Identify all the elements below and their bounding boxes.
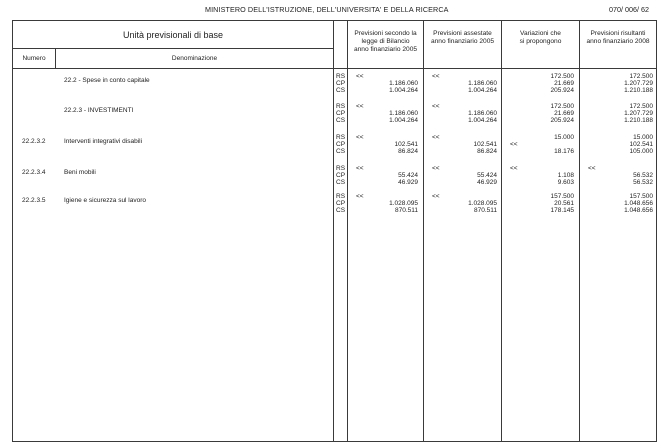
row-denominazione: 22.2 - Spese in conto capitale	[64, 77, 150, 84]
cell-variazioni: 18.176	[554, 148, 574, 156]
left-border	[12, 20, 13, 442]
row-denominazione: Igiene e sicurezza sul lavoro	[64, 197, 147, 204]
col-numero-header: Numero	[22, 55, 46, 62]
cell-assestate: 102.541	[473, 141, 497, 149]
col-prev-legge-header: Previsioni secondo la legge di Bilancio anno finanziario 2005	[353, 30, 418, 53]
cell-legge: 86.824	[398, 148, 418, 156]
title-underline	[12, 48, 334, 49]
row-tag: CS	[336, 87, 346, 95]
row-denominazione: 22.2.3 - INVESTIMENTI	[64, 107, 134, 114]
header-bottom-border	[12, 68, 657, 69]
row-numero: 22.2.3.2	[22, 138, 46, 145]
cell-legge: 1.186.060	[389, 80, 418, 88]
cell-legge: <<	[356, 73, 364, 80]
cell-risultanti: 56.532	[633, 172, 653, 180]
cell-legge: 1.186.060	[389, 110, 418, 118]
row-numero: 22.2.3.5	[22, 197, 46, 204]
cell-variazioni: 9.603	[557, 179, 574, 187]
col-prev-risultanti-header: Previsioni risultanti anno finanziario 2008	[586, 30, 650, 45]
col-denominazione-header: Denominazione	[171, 55, 218, 62]
cell-variazioni: 157.500	[550, 193, 574, 200]
col-variazioni-header: Variazioni che si propongono	[519, 30, 562, 45]
row-numero: 22.2.3.4	[22, 169, 46, 176]
page-code: 070/ 006/ 62	[609, 5, 649, 14]
row-tag: RS	[336, 134, 346, 141]
cell-assestate: 870.511	[473, 207, 497, 215]
cell-legge: <<	[356, 193, 364, 200]
cell-risultanti: <<	[588, 165, 596, 172]
cell-legge: 1.004.264	[389, 117, 418, 125]
cell-legge: <<	[356, 165, 364, 172]
row-tag: CP	[336, 110, 346, 118]
cell-assestate: 1.186.060	[468, 110, 497, 118]
row-tag: CP	[336, 200, 346, 208]
cell-assestate: 1.004.264	[468, 117, 497, 125]
cell-assestate: 1.186.060	[468, 80, 497, 88]
cell-risultanti: 56.532	[633, 179, 653, 187]
cell-variazioni: 21.669	[554, 110, 574, 118]
cell-assestate: <<	[432, 73, 440, 80]
row-tag: CP	[336, 172, 346, 180]
row-tag: CS	[336, 148, 346, 156]
cell-legge: 55.424	[398, 172, 418, 180]
row-denominazione: Interventi integrativi disabili	[64, 138, 143, 145]
cell-legge: 102.541	[394, 141, 418, 149]
cell-assestate: <<	[432, 103, 440, 110]
cell-risultanti: 1.210.188	[624, 117, 653, 125]
row-tag: CP	[336, 80, 346, 88]
right-border	[656, 20, 657, 442]
cell-risultanti: 1.207.729	[624, 110, 653, 118]
row-tag: RS	[336, 193, 346, 200]
cell-variazioni: 205.924	[550, 117, 574, 125]
cell-legge: 870.511	[394, 207, 418, 215]
cell-variazioni: 178.145	[550, 207, 574, 215]
cell-variazioni: <<	[510, 165, 518, 172]
cell-legge: 1.028.095	[389, 200, 418, 208]
row-tag: CS	[336, 117, 346, 125]
cell-assestate: 1.028.095	[468, 200, 497, 208]
cell-risultanti: 102.541	[629, 141, 653, 149]
cell-assestate: 86.824	[477, 148, 497, 156]
cell-risultanti: 172.500	[629, 103, 653, 110]
cell-legge: <<	[356, 103, 364, 110]
cell-legge: <<	[356, 134, 364, 141]
col-prev-assestate-header: Previsioni assestate anno finanziario 2005	[430, 30, 495, 45]
ministry-header: MINISTERO DELL'ISTRUZIONE, DELL'UNIVERSITA' E DELLA RICERCA	[205, 5, 449, 14]
row-denominazione: Beni mobili	[64, 169, 96, 176]
cell-risultanti: 15.000	[633, 134, 653, 141]
cell-risultanti: 1.048.656	[624, 207, 653, 215]
cell-risultanti: 157.500	[629, 193, 653, 200]
cell-risultanti: 1.048.656	[624, 200, 653, 208]
table-top-border	[12, 20, 657, 21]
main-divider	[333, 20, 334, 442]
row-tag: RS	[336, 103, 346, 110]
cell-variazioni: 172.500	[550, 103, 574, 110]
row-tag: CS	[336, 207, 346, 215]
row-tag: RS	[336, 165, 346, 172]
cell-legge: 1.004.264	[389, 87, 418, 95]
cell-assestate: <<	[432, 134, 440, 141]
cell-variazioni: 21.669	[554, 80, 574, 88]
cell-assestate: 1.004.264	[468, 87, 497, 95]
cell-variazioni: <<	[510, 141, 518, 149]
cell-assestate: 46.929	[477, 179, 497, 187]
cell-risultanti: 105.000	[629, 148, 653, 156]
cell-variazioni: 172.500	[550, 73, 574, 80]
cell-risultanti: 172.500	[629, 73, 653, 80]
cell-variazioni: 205.924	[550, 87, 574, 95]
row-tag: RS	[336, 73, 346, 80]
cell-risultanti: 1.210.188	[624, 87, 653, 95]
cell-assestate: <<	[432, 165, 440, 172]
cell-assestate: 55.424	[477, 172, 497, 180]
table-title: Unità previsionali di base	[122, 30, 224, 40]
row-tag: CP	[336, 141, 346, 149]
cell-assestate: <<	[432, 193, 440, 200]
cell-risultanti: 1.207.729	[624, 80, 653, 88]
cell-legge: 46.929	[398, 179, 418, 187]
cell-variazioni: 15.000	[554, 134, 574, 141]
row-tag: CS	[336, 179, 346, 187]
cell-variazioni: 1.108	[557, 172, 574, 180]
table-bottom-border	[12, 441, 657, 442]
cell-variazioni: 20.561	[554, 200, 574, 208]
